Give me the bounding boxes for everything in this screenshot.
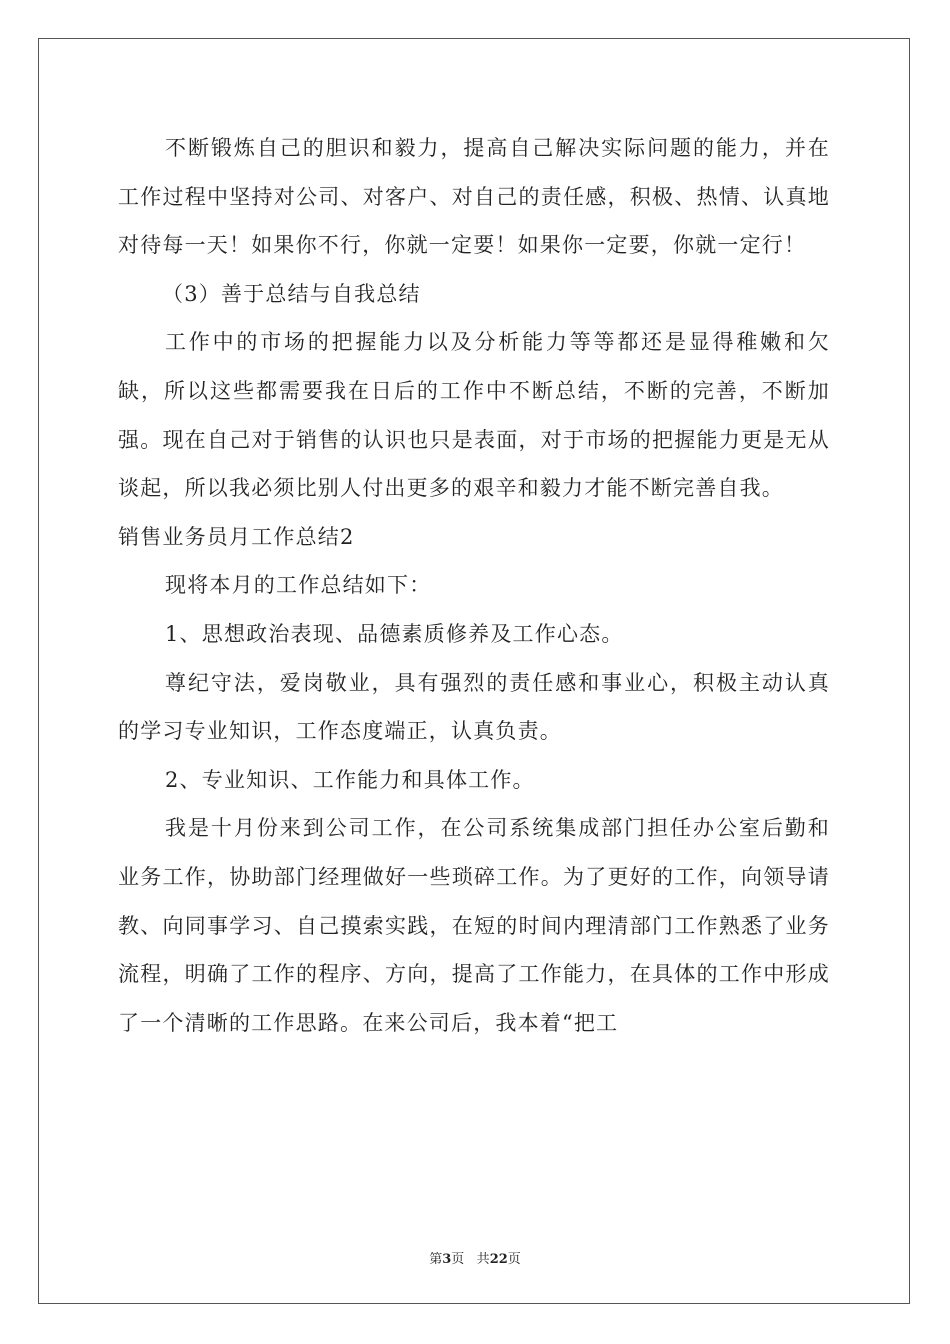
page-footer: [0, 1248, 950, 1267]
paragraph: 不断锻炼自己的胆识和毅力，提高自己解决实际问题的能力，并在工作过程中坚持对公司、对客户、对自己的责任感，积极、热情、认真地对待每一天！如果你不行，你就一定要！如果你一定要，你就一定行！: [118, 136, 830, 258]
section-heading: （3）善于总结与自我总结: [162, 281, 421, 306]
document-body: [118, 124, 830, 1047]
paragraph: 尊纪守法，爱岗敬业，具有强烈的责任感和事业心，积极主动认真的学习专业知识，工作态度端正，认真负责。: [118, 670, 830, 744]
paragraph: 现将本月的工作总结如下：: [165, 573, 432, 598]
section-heading: 1、思想政治表现、品德素质修养及工作心态。: [165, 621, 624, 646]
footer-total-suffix: 页: [507, 1252, 521, 1267]
footer-total-prefix: 共: [476, 1252, 490, 1267]
section-heading: 2、专业知识、工作能力和具体工作。: [165, 767, 535, 792]
paragraph: 工作中的市场的把握能力以及分析能力等等都还是显得稚嫩和欠缺，所以这些都需要我在日后的工作中不断总结，不断的完善，不断加强。现在自己对于销售的认识也只是表面，对于市场的把握能力更是无从谈起，所以我必须比别人付出更多的艰辛和毅力才能不断完善自我。: [118, 330, 830, 501]
article-title: 销售业务员月工作总结2: [118, 524, 355, 549]
footer-page-suffix: 页: [451, 1252, 465, 1267]
page-number: 3: [442, 1252, 452, 1267]
paragraph: 我是十月份来到公司工作，在公司系统集成部门担任办公室后勤和业务工作，协助部门经理做好一些琐碎工作。为了更好的工作，向领导请教、向同事学习、自己摸索实践，在短的时间内理清部门工作熟悉了业务流程，明确了工作的程序、方向，提高了工作能力，在具体的工作中形成了一个清晰的工作思路。在来公司后，我本着“把工: [118, 816, 830, 1035]
total-pages: 22: [489, 1252, 508, 1267]
footer-prefix: 第: [429, 1252, 443, 1267]
